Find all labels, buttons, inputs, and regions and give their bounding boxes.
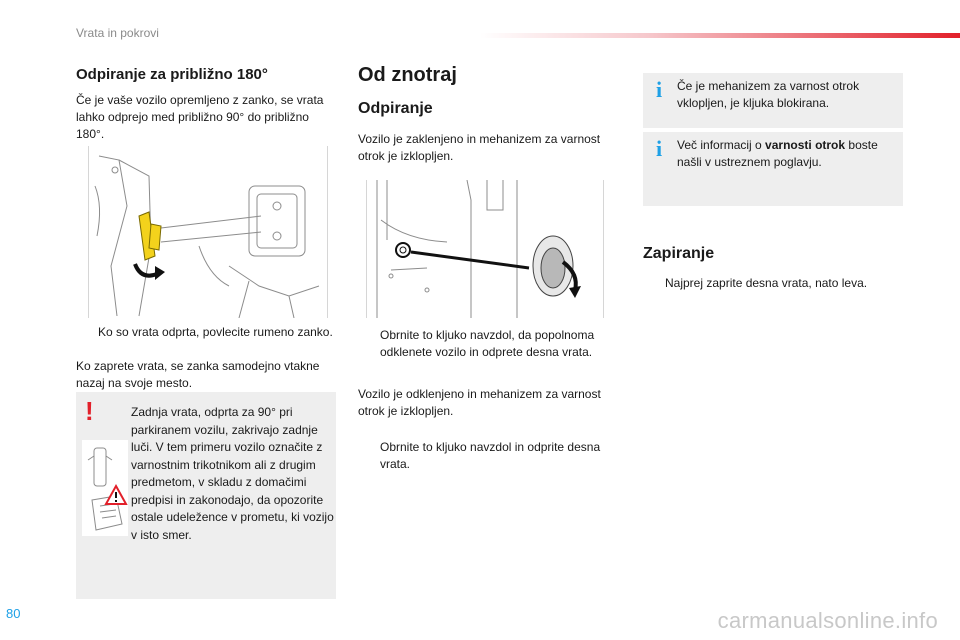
bullet-turn-handle-unlock-text: Obrnite to kljuko navzdol, da popolnoma odklenete vozilo in odprete desna vrata. (380, 328, 595, 359)
bullet-marker-icon (358, 439, 380, 473)
info-child-lock-text: Če je mehanizem za varnost otrok vklopljen, je kljuka blokirana. (677, 79, 860, 110)
info-more-text-pre: Več informacij o (677, 138, 766, 152)
strap-return-text: Ko zaprete vrata, se zanka samodejno vtakne nazaj na svoje mesto. (76, 359, 320, 390)
info-more-text (677, 137, 897, 171)
section-heading-opening-180: Odpiranje za približno 180° (76, 66, 268, 83)
triangle-and-manual-drawing (82, 440, 128, 536)
subheading-opening: Odpiranje (358, 100, 433, 117)
door-strap-illustration (88, 146, 328, 318)
locked-state-text: Vozilo je zaklenjeno in mehanizem za varnost otrok je izklopljen. (358, 132, 601, 163)
info-panel-more-info (643, 132, 903, 206)
header-accent-bar (480, 33, 960, 38)
interior-handle-illustration (366, 180, 604, 318)
door-strap-drawing (89, 146, 327, 318)
header-title: Vrata in pokrovi (76, 26, 159, 40)
warning-text: Zadnja vrata, odprta za 90° pri parkiranem vozilu, zakrivajo zadnje luči. V tem primeru vozilo označite z varnostnim trikotnikom ali z drugim predmetom, v skladu z domačimi predpisi in zakonodajo, da opozorite ostale udeležence v prometu, ki vozijo v isto smer. (131, 405, 334, 542)
info-icon: i (656, 136, 663, 161)
unlocked-state-text: Vozilo je odklenjeno in mehanizem za varnost otrok je izklopljen. (358, 387, 601, 418)
info-panel-child-lock (643, 73, 903, 128)
warning-icon: ! (85, 396, 94, 426)
subheading-closing: Zapiranje (643, 245, 715, 262)
info-icon: i (656, 77, 663, 102)
info-more-text-bold: varnosti otrok (765, 138, 846, 152)
interior-handle-drawing (367, 180, 603, 318)
watermark: carmanualsonline.info (717, 608, 938, 633)
bullet-marker-icon (643, 275, 665, 292)
bullet-closing-order (643, 275, 903, 292)
warning-illustration (82, 440, 128, 536)
info-more-text-post: boste našli v ustreznem poglavju. (677, 138, 878, 169)
bullet-closing-order-text: Najprej zaprite desna vrata, nato leva. (665, 276, 868, 290)
bullet-turn-handle-open (358, 439, 618, 473)
bullet-marker-icon (358, 327, 380, 361)
intro-text: Če je vaše vozilo opremljeno z zanko, se vrata lahko odprejo med približno 90° do približno 180°. (76, 93, 324, 141)
page-number: 80 (6, 606, 21, 621)
bullet-turn-handle-unlock (358, 327, 618, 361)
bullet-pull-strap-text: Ko so vrata odprta, povlecite rumeno zanko. (98, 325, 333, 339)
bullet-marker-icon (76, 324, 98, 341)
section-heading-inside: Od znotraj (358, 64, 457, 86)
bullet-turn-handle-open-text: Obrnite to kljuko navzdol in odprite desna vrata. (380, 440, 601, 471)
warning-panel (76, 392, 336, 599)
bullet-pull-strap (76, 324, 336, 341)
